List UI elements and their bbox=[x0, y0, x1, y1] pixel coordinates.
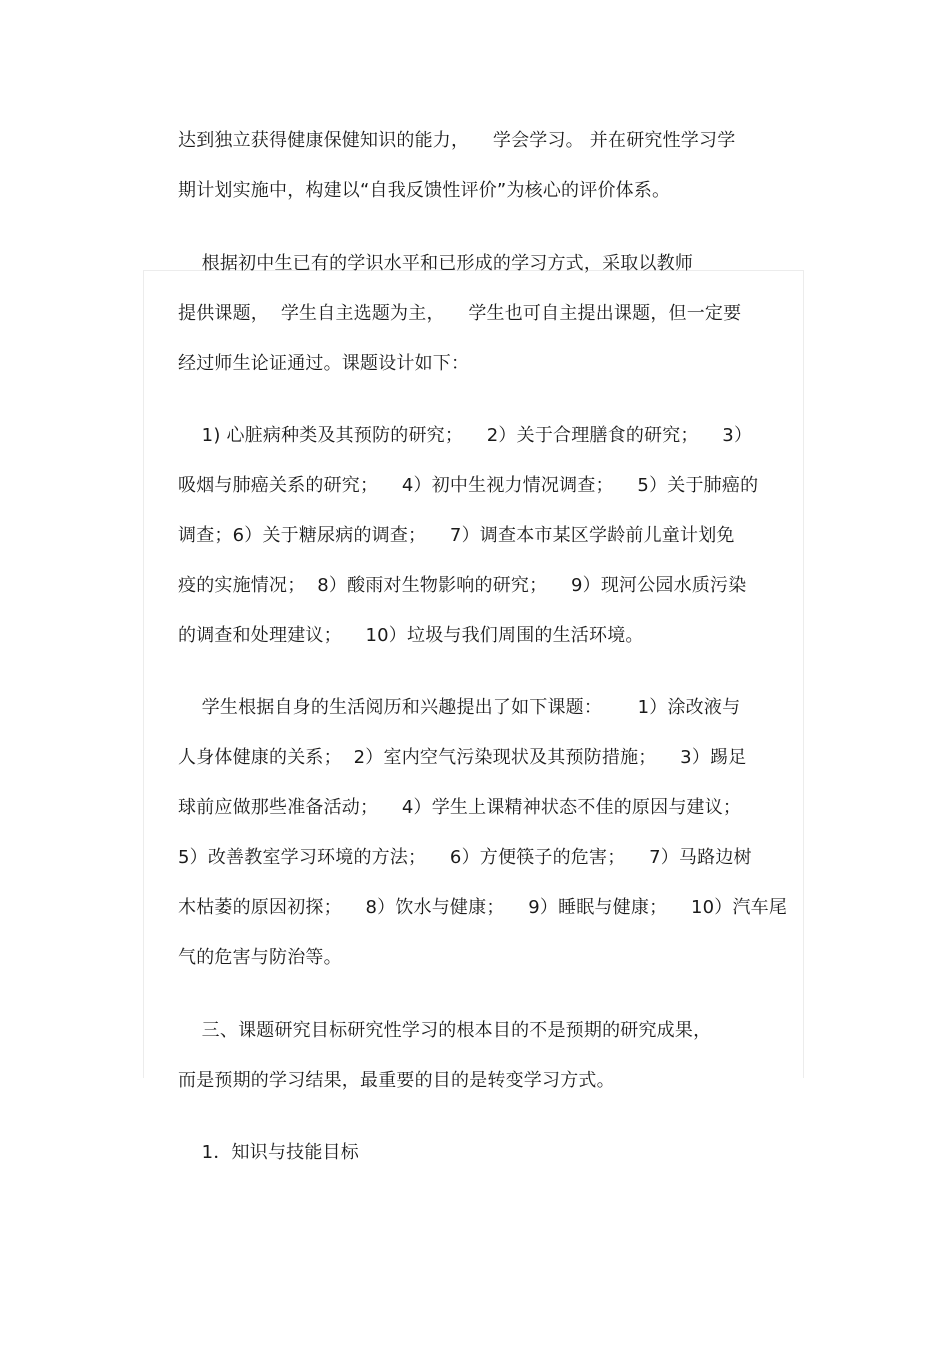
text-line: 疫的实施情况； 8）酸雨对生物影响的研究； 9）现河公园水质污染 bbox=[178, 575, 747, 596]
text-line: 木枯萎的原因初探； 8）饮水与健康； 9）睡眠与健康； 10）汽车尾 bbox=[178, 897, 788, 918]
paragraph-start-line: 1) 心脏病种类及其预防的研究； 2）关于合理膳食的研究； 3） bbox=[178, 425, 753, 446]
text-line: 的调查和处理建议； 10）垃圾与我们周围的生活环境。 bbox=[178, 625, 644, 646]
text-line: 期计划实施中，构建以“自我反馈性评价”为核心的评价体系。 bbox=[178, 180, 671, 201]
paragraph-start-line: 学生根据自身的生活阅历和兴趣提出了如下课题： 1）涂改液与 bbox=[178, 697, 741, 718]
text-line: 经过师生论证通过。课题设计如下： bbox=[178, 353, 470, 374]
text-line: 而是预期的学习结果，最重要的目的是转变学习方式。 bbox=[178, 1070, 615, 1091]
text-line: 吸烟与肺癌关系的研究； 4）初中生视力情况调查； 5）关于肺癌的 bbox=[178, 475, 759, 496]
text-line: 人身体健康的关系； 2）室内空气污染现状及其预防措施； 3）踢足 bbox=[178, 747, 747, 768]
text-line: 提供课题， 学生自主选题为主， 学生也可自主提出课题，但一定要 bbox=[178, 303, 742, 324]
text-line: 达到独立获得健康保健知识的能力， 学会学习。 并在研究性学习学 bbox=[178, 130, 736, 151]
text-line: 调查；6）关于糖尿病的调查； 7）调查本市某区学龄前儿童计划免 bbox=[178, 525, 735, 546]
subsection-heading: 1．知识与技能目标 bbox=[178, 1142, 359, 1163]
paragraph-start-line: 根据初中生已有的学识水平和已形成的学习方式，采取以教师 bbox=[178, 253, 694, 274]
text-line: 球前应做那些准备活动； 4）学生上课精神状态不佳的原因与建议； bbox=[178, 797, 742, 818]
section-heading-line: 三、课题研究目标研究性学习的根本目的不是预期的研究成果， bbox=[178, 1020, 712, 1041]
text-line: 气的危害与防治等。 bbox=[178, 947, 342, 968]
text-line: 5）改善教室学习环境的方法； 6）方便筷子的危害； 7）马路边树 bbox=[178, 847, 752, 868]
